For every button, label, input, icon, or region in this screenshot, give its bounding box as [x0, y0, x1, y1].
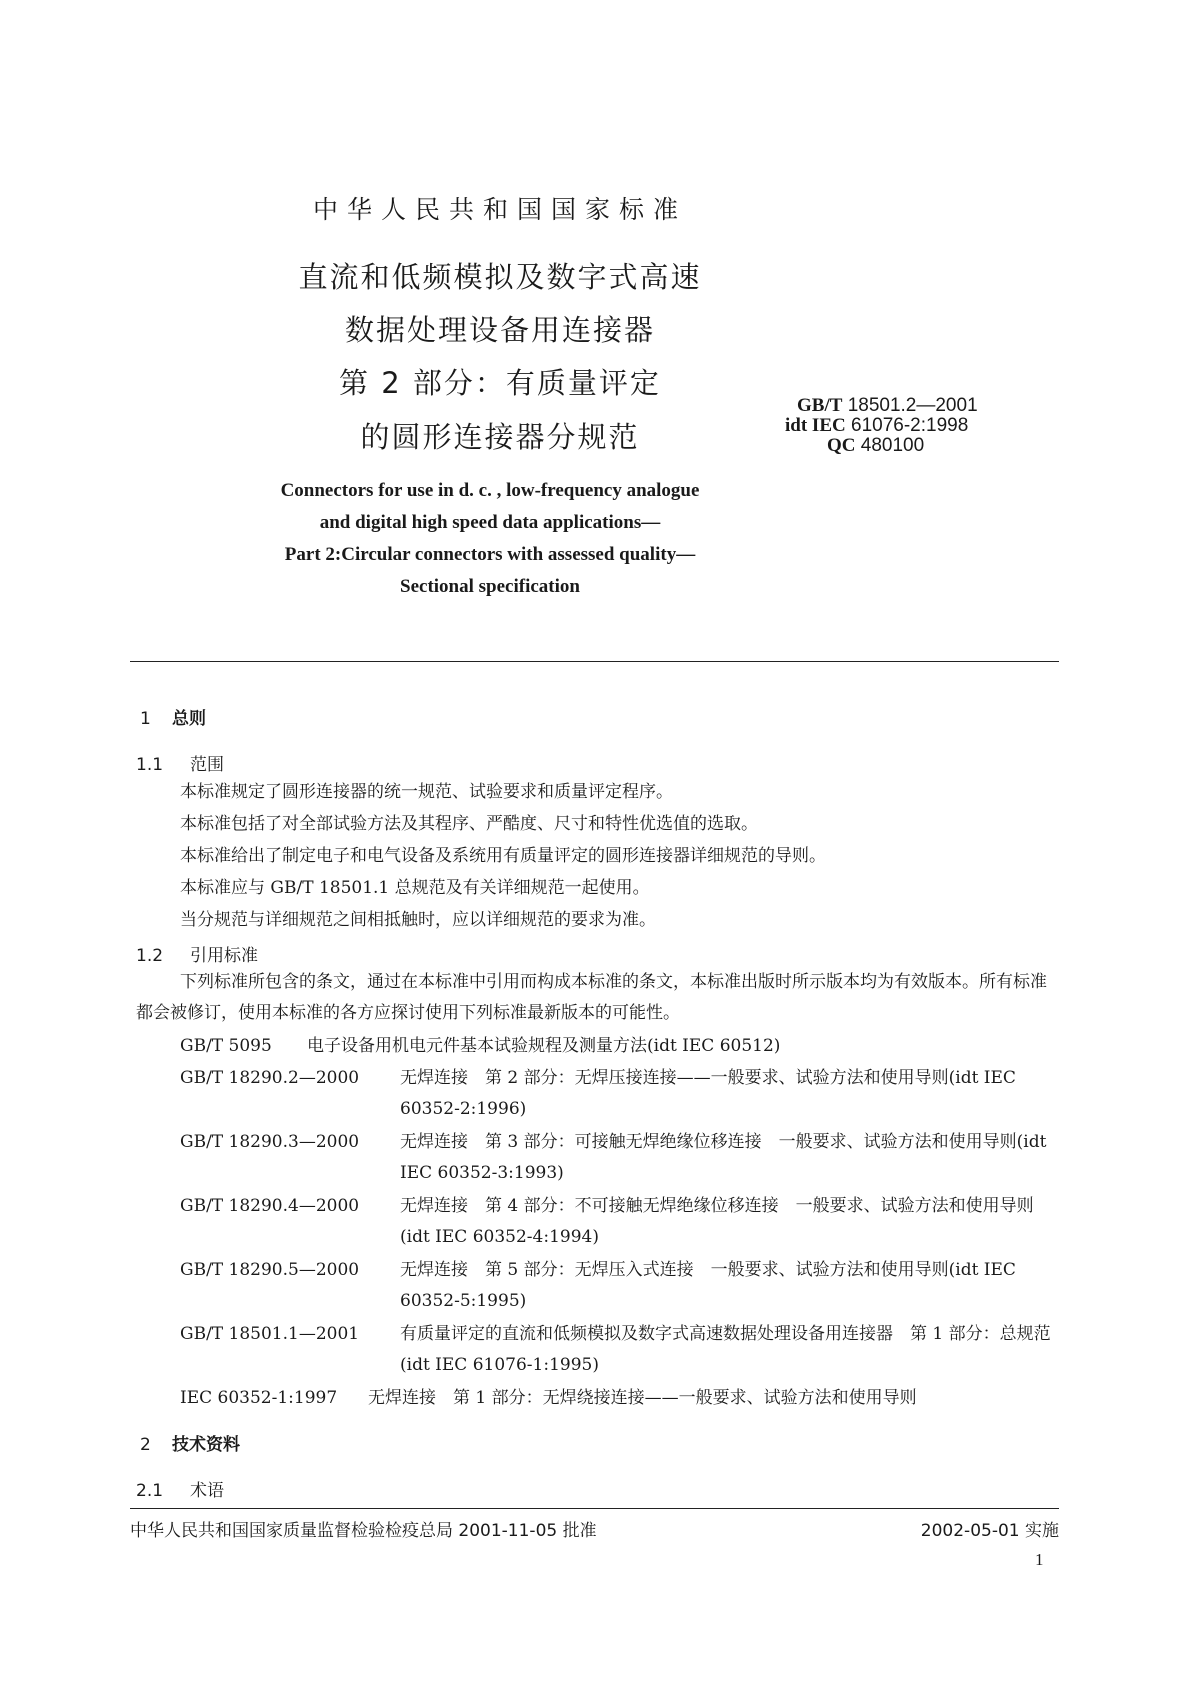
- qc-standard-number: [827, 435, 924, 456]
- scope-paragraph-2: 本标准包括了对全部试验方法及其程序、严酷度、尺寸和特性优选值的选取。: [180, 814, 758, 834]
- reference-code: GB/T 18290.2—2000: [180, 1068, 360, 1088]
- section-1-number: 1: [140, 709, 151, 729]
- title-cn-line4: 的圆形连接器分规范: [360, 420, 640, 454]
- reference-text: 无焊连接 第 2 部分：无焊压接连接——一般要求、试验方法和使用导则(idt IEC 60352-2:1996): [400, 1068, 1016, 1119]
- title-en-line3: Part 2:Circular connectors with assessed quality—: [284, 544, 696, 565]
- idt-number: 61076-2:1998: [851, 415, 969, 436]
- section-1-1-title: 范围: [190, 755, 224, 775]
- reference-code: GB/T 18290.5—2000: [180, 1260, 360, 1280]
- section-1-2-number: 1.2: [136, 946, 164, 966]
- scope-paragraph-5: 当分规范与详细规范之间相抵触时，应以详细规范的要求为准。: [180, 910, 656, 930]
- idt-standard-number: [785, 415, 968, 436]
- reference-text: 无焊连接 第 1 部分：无焊绕接连接——一般要求、试验方法和使用导则: [368, 1388, 917, 1408]
- reference-code: GB/T 18290.3—2000: [180, 1132, 360, 1152]
- title-en: [0, 475, 980, 603]
- section-1-title: 总则: [172, 709, 206, 729]
- section-1-1-number: 1.1: [136, 755, 164, 775]
- section-2-1-title: 术语: [190, 1481, 224, 1501]
- title-en-line2: and digital high speed data applications—: [319, 512, 661, 533]
- reference-text: 电子设备用机电元件基本试验规程及测量方法(idt IEC 60512): [307, 1036, 781, 1056]
- section-2-number: 2: [140, 1435, 151, 1455]
- national-standard-header: 中华人民共和国国家标准: [312, 195, 687, 224]
- reference-code: GB/T 5095: [180, 1036, 272, 1056]
- qc-number: 480100: [860, 435, 925, 456]
- top-divider: [130, 661, 1059, 662]
- reference-text: 无焊连接 第 3 部分：可接触无焊绝缘位移连接 一般要求、试验方法和使用导则(idt IEC 60352-3:1993): [400, 1132, 1047, 1183]
- reference-text: 无焊连接 第 4 部分：不可接触无焊绝缘位移连接 一般要求、试验方法和使用导则(idt IEC 60352-4:1994): [400, 1196, 1034, 1247]
- scope-paragraph-1: 本标准规定了圆形连接器的统一规范、试验要求和质量评定程序。: [180, 782, 673, 802]
- page-number: 1: [1035, 1550, 1044, 1569]
- footer-divider: [130, 1508, 1059, 1509]
- title-en-line4: Sectional specification: [400, 576, 580, 597]
- scope-paragraph-3: 本标准给出了制定电子和电气设备及系统用有质量评定的圆形连接器详细规范的导则。: [180, 846, 826, 866]
- title-cn-line3: 第 2 部分：有质量评定: [339, 366, 661, 400]
- reference-code: GB/T 18501.1—2001: [180, 1324, 360, 1344]
- implementation-date: 2002-05-01 实施: [920, 1521, 1059, 1541]
- reference-text: 有质量评定的直流和低频模拟及数字式高速数据处理设备用连接器 第 1 部分：总规范(idt IEC 61076-1:1995): [400, 1324, 1051, 1375]
- reference-code: IEC 60352-1:1997: [180, 1388, 338, 1408]
- title-en-line1: Connectors for use in d. c. , low-frequency analogue: [280, 480, 700, 501]
- section-1-1-heading: [136, 750, 224, 775]
- section-2-heading: [140, 1430, 240, 1455]
- approval-statement: 中华人民共和国国家质量监督检验检疫总局 2001-11-05 批准: [130, 1521, 597, 1541]
- idt-prefix: idt IEC: [785, 415, 846, 436]
- section-2-1-number: 2.1: [136, 1481, 164, 1501]
- section-2-title: 技术资料: [172, 1435, 240, 1455]
- gb-number: 18501.2—2001: [847, 395, 978, 416]
- reference-text: 无焊连接 第 5 部分：无焊压入式连接 一般要求、试验方法和使用导则(idt IEC 60352-5:1995): [400, 1260, 1016, 1311]
- title-cn-line1: 直流和低频模拟及数字式高速: [298, 260, 702, 294]
- scope-paragraph-4: 本标准应与 GB/T 18501.1 总规范及有关详细规范一起使用。: [180, 878, 650, 898]
- section-2-1-heading: [136, 1476, 224, 1501]
- references-intro: 下列标准所包含的条文，通过在本标准中引用而构成本标准的条文，本标准出版时所示版本均为有效版本。所有标准都会被修订，使用本标准的各方应探讨使用下列标准最新版本的可能性。: [136, 972, 1047, 1023]
- title-cn-line2: 数据处理设备用连接器: [344, 313, 655, 347]
- qc-prefix: QC: [827, 435, 856, 456]
- section-1-heading: [140, 704, 206, 729]
- gb-prefix: GB/T: [797, 395, 843, 416]
- reference-code: GB/T 18290.4—2000: [180, 1196, 360, 1216]
- section-1-2-heading: [136, 941, 258, 966]
- gb-standard-number: [797, 395, 978, 416]
- section-1-2-title: 引用标准: [190, 946, 258, 966]
